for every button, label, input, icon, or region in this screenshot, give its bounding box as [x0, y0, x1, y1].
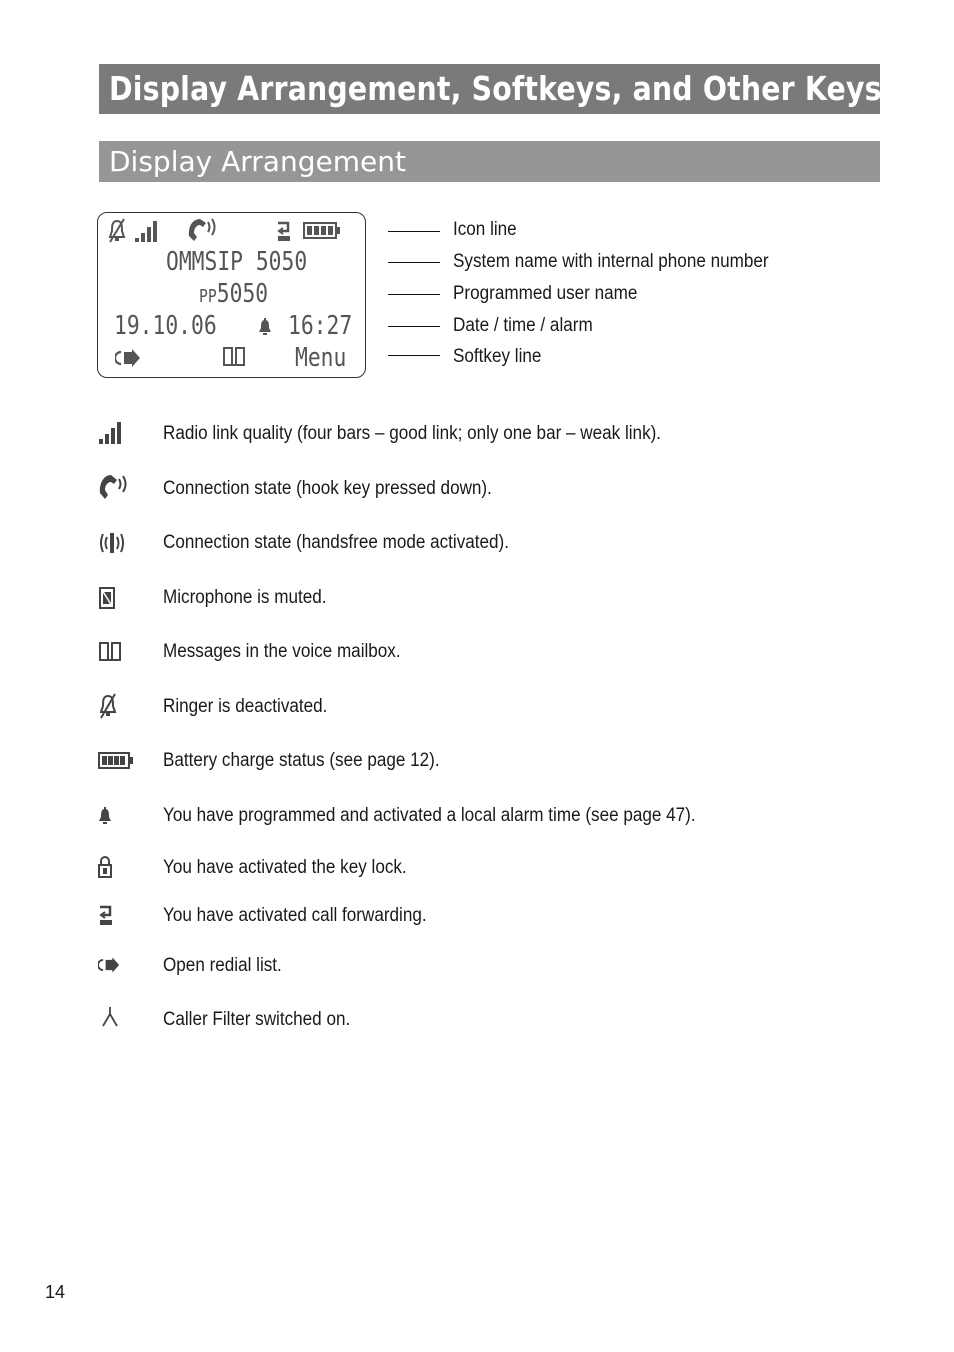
- display-date: 19.10.06: [114, 311, 217, 341]
- alarm-bell-icon: [98, 806, 112, 826]
- callout-label-softkey: Softkey line: [453, 346, 542, 367]
- display-time: 16:27: [288, 311, 353, 341]
- legend-item-text: Battery charge status (see page 12).: [163, 750, 440, 771]
- callout-line-softkey: [388, 355, 440, 356]
- hook-key-handset-icon: [186, 216, 220, 244]
- page-number: 14: [45, 1282, 66, 1302]
- display-user-line: [199, 279, 268, 309]
- signal-bars-icon: [98, 421, 124, 445]
- call-forwarding-icon: [276, 219, 292, 243]
- voice-mailbox-icon[interactable]: [222, 346, 246, 368]
- legend-item-text: Microphone is muted.: [163, 587, 327, 608]
- caller-filter-icon: [98, 1005, 122, 1029]
- microphone-muted-icon: [98, 586, 116, 610]
- battery-icon: [303, 221, 341, 241]
- callout-line-user-name: [388, 294, 440, 295]
- alarm-bell-icon: [258, 317, 272, 337]
- legend-item-text: Caller Filter switched on.: [163, 1009, 351, 1030]
- handsfree-icon: [98, 530, 126, 556]
- display-user-number: 5050: [216, 279, 269, 309]
- page-title: [99, 64, 880, 114]
- key-lock-icon: [98, 855, 112, 879]
- call-forwarding-icon: [98, 903, 114, 927]
- callout-label-user-name: Programmed user name: [453, 283, 638, 304]
- page-title-text: Display Arrangement, Softkeys, and Other Keys: [109, 69, 882, 108]
- redial-list-icon: [98, 957, 120, 973]
- callout-line-system-name: [388, 262, 440, 263]
- handset-display: [97, 212, 366, 378]
- callout-label-date-time: Date / time / alarm: [453, 315, 593, 336]
- callout-label-icon-line: Icon line: [453, 219, 517, 240]
- legend-item-text: Messages in the voice mailbox.: [163, 641, 401, 662]
- display-system-line: OMMSIP 5050: [166, 247, 308, 277]
- redial-list-icon[interactable]: [115, 349, 141, 367]
- hook-key-handset-icon: [98, 472, 130, 502]
- softkey-menu[interactable]: Menu: [295, 343, 347, 373]
- callout-line-date-time: [388, 326, 440, 327]
- ringer-off-icon: [98, 692, 118, 720]
- voice-mailbox-icon: [98, 641, 122, 663]
- callout-line-icon-line: [388, 231, 440, 232]
- legend-item-text: You have activated the key lock.: [163, 857, 407, 878]
- legend-item-text: Radio link quality (four bars – good link; only one bar – weak link).: [163, 423, 662, 444]
- legend-item-text: You have activated call forwarding.: [163, 905, 427, 926]
- display-user-prefix: PP: [199, 286, 217, 307]
- callout-label-system-name: System name with internal phone number: [453, 251, 769, 272]
- signal-bars-icon: [134, 219, 160, 243]
- section-title: Display Arrangement: [99, 141, 880, 182]
- ringer-off-icon: [107, 218, 127, 244]
- legend-item-text: Open redial list.: [163, 955, 282, 976]
- legend-item-text: You have programmed and activated a local alarm time (see page 47).: [163, 805, 696, 826]
- legend-item-text: Connection state (hook key pressed down).: [163, 478, 492, 499]
- legend-item-text: Connection state (handsfree mode activated).: [163, 532, 510, 553]
- legend-item-text: Ringer is deactivated.: [163, 696, 328, 717]
- battery-icon: [98, 751, 134, 771]
